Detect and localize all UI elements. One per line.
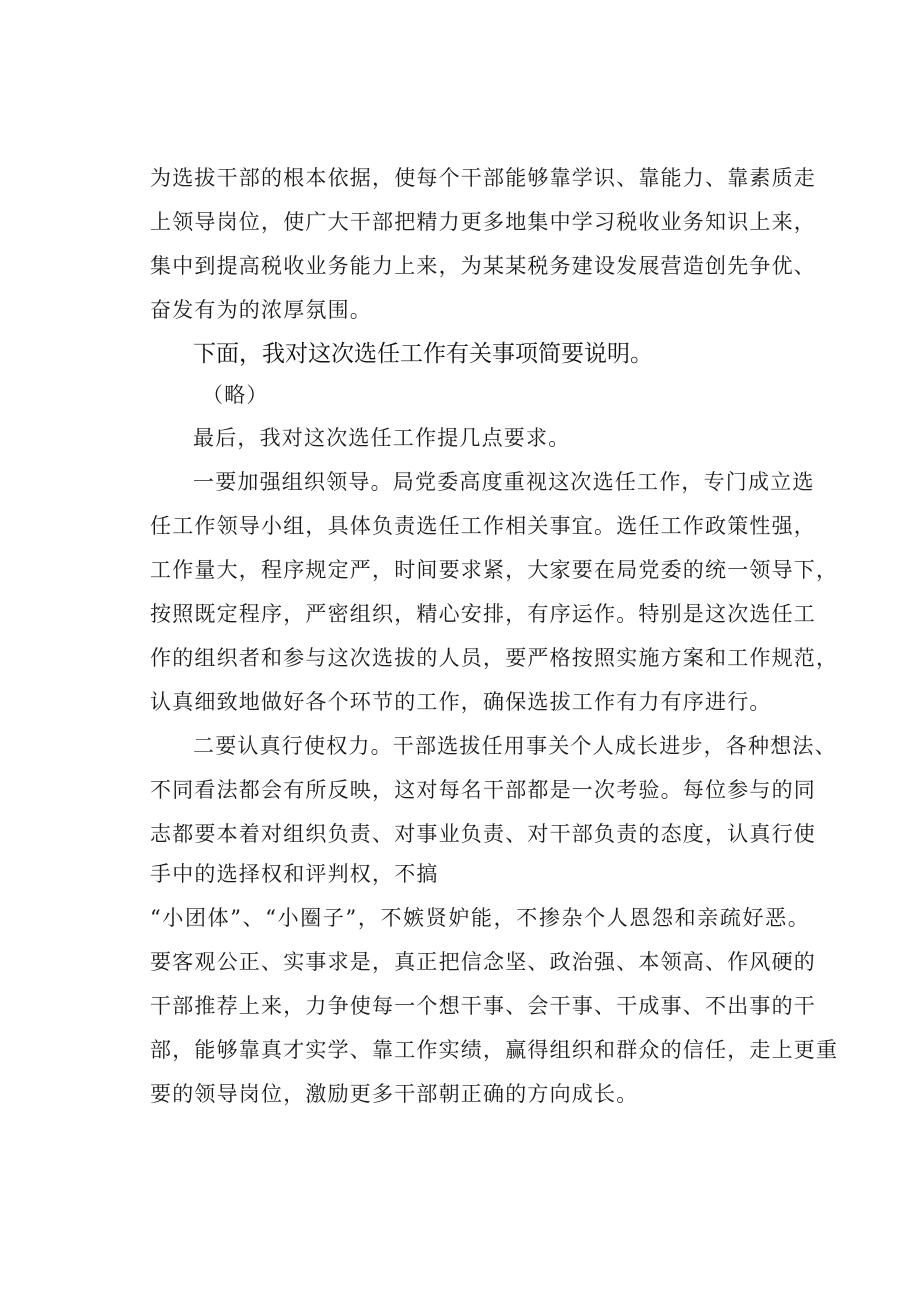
paragraph-1-line-4: 奋发有为的浓厚氛围。 [150,298,372,322]
paragraph-2-line-6: 认真细致地做好各个环节的工作，确保选拔工作有力有序进行。 [150,690,772,714]
paragraph-3-line-9: 要的领导岗位，激励更多干部朝正确的方向成长。 [150,1082,639,1106]
paragraph-2-line-3: 工作量大，程序规定严，时间要求紧，大家要在局党委的统一领导下， [150,558,839,582]
section-heading: 下面，我对这次选任工作有关事项简要说明。 [193,341,653,367]
paragraph-3-line-7: 干部推荐上来，力争使每一个想干事、会干事、干成事、不出事的干 [150,994,816,1018]
paragraph-3-line-3: 志都要本着对组织负责、对事业负责、对干部负责的态度，认真行使 [150,822,816,846]
paragraph-1-line-3: 集中到提高税收业务能力上来，为某某税务建设发展营造创先争优、 [150,254,816,278]
omitted-note: （略） [202,383,269,407]
paragraph-3-line-6: 要客观公正、实事求是，真正把信念坚、政治强、本领高、作风硬的 [150,950,816,974]
paragraph-2-line-5: 作的组织者和参与这次选拔的人员，要严格按照实施方案和工作规范， [150,646,839,670]
paragraph-2-line-2: 任工作领导小组，具体负责选任工作相关事宜。选任工作政策性强， [150,514,816,538]
paragraph-2-line-1: 一要加强组织领导。局党委高度重视这次选任工作，专门成立选 [193,470,815,494]
paragraph-2-line-4: 按照既定程序，严密组织，精心安排，有序运作。特别是这次选任工 [150,602,816,626]
requirements-intro: 最后，我对这次选任工作提几点要求。 [193,426,571,450]
paragraph-3-line-5: “小团体”、“小圈子”，不嫉贤妒能，不掺杂个人恩怨和亲疏好恶。 [150,906,810,930]
paragraph-1-line-1: 为选拔干部的根本依据，使每个干部能够靠学识、靠能力、靠素质走 [150,166,816,190]
paragraph-3-line-2: 不同看法都会有所反映，这对每名干部都是一次考验。每位参与的同 [150,778,816,802]
paragraph-1-line-2: 上领导岗位，使广大干部把精力更多地集中学习税收业务知识上来， [150,210,816,234]
paragraph-3-line-8: 部，能够靠真才实学、靠工作实绩，赢得组织和群众的信任，走上更重 [150,1038,839,1062]
paragraph-3-line-1: 二要认真行使权力。干部选拔任用事关个人成长进步，各种想法、 [193,734,837,758]
paragraph-3-line-4: 手中的选择权和评判权，不搞 [150,862,439,886]
